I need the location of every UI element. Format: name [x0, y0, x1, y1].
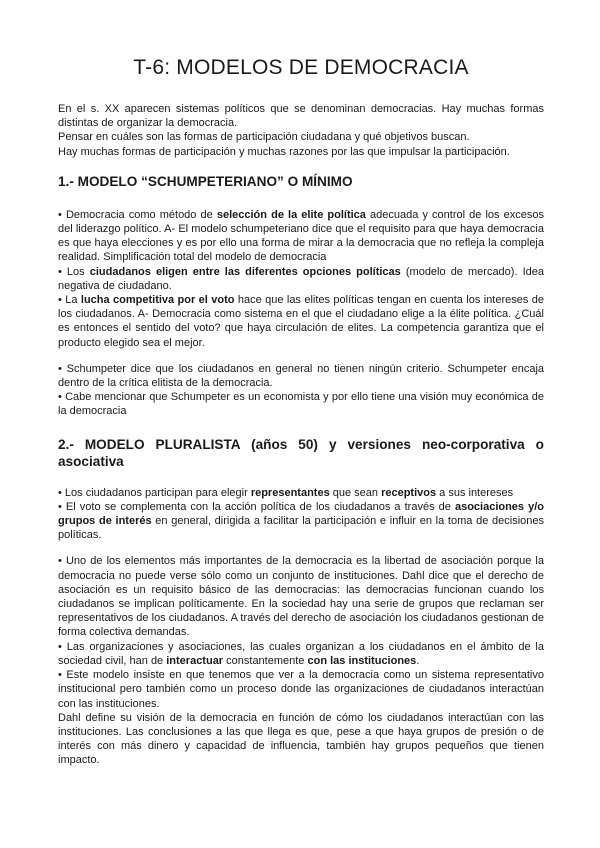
section-2-paragraph-6: Dahl define su visión de la democracia en función de cómo los ciudadanos interactúan con las instituciones. Las conclusiones a las que llega es que, pese a que haya grupos de presión o de interés con más dinero y capacidad de influencia, también hay grupos pequeños que tienen impacto. [58, 711, 544, 767]
section-1-bullet-4: • Schumpeter dice que los ciudadanos en general no tienen ningún criterio. Schumpeter encaja dentro de la crítica elitista de la democracia. [58, 362, 544, 390]
section-2-bullet-5: • Este modelo insiste en que tenemos que ver a la democracia como un sistema representativo institucional pero también como un proceso donde las organizaciones de ciudadanos interactúan con las instituciones. [58, 669, 544, 710]
section-1-heading: 1.- MODELO “SCHUMPETERIANO” O MÍNIMO [58, 173, 353, 189]
intro-paragraph-3: Hay muchas formas de participación y muchas razones por las que impulsar la participación. [58, 145, 510, 158]
section-2-bullet-2: • El voto se complementa con la acción política de los ciudadanos a través de asociaciones y/o grupos de interés en general, dirigida a facilitar la participación e influir en la toma de decisiones políticas. [58, 500, 545, 542]
intro-paragraph-2: Pensar en cuáles son las formas de participación ciudadana y qué objetivos buscan. [58, 131, 470, 144]
section-2-bullet-3: • Uno de los elementos más importantes de la democracia es la libertad de asociación porque la democracia no puede verse sólo como un conjunto de instituciones. Dahl dice que el derecho de asociación es un requisito básico de las democracias: las democracias funcionan cuando los ciudadanos se implican políticamente. En la sociedad hay una serie de grupos que reclaman ser representativos de los ciudadanos. A través del derecho de asociación los ciudadanos gestionan de forma colectiva demandas. [58, 555, 544, 639]
intro [58, 102, 544, 159]
intro-paragraph-1: En el s. XX aparecen sistemas políticos que se denominan democracias. Hay muchas formas distintas de organizar la democracia. [58, 103, 544, 130]
section-2-bullet-4: • Las organizaciones y asociaciones, las cuales organizan a los ciudadanos en el ámbito de la sociedad civil, han de interactuar constantemente con las instituciones. [58, 640, 544, 667]
page-title: T-6: MODELOS DE DEMOCRACIA [133, 56, 469, 79]
section-2-bullet-1: • Los ciudadanos participan para elegir representantes que sean receptivos a sus intereses [58, 486, 514, 499]
section-1-bullet-3: • La lucha competitiva por el voto hace que las elites políticas tengan en cuenta los intereses de los ciudadanos. A- Democracia como sistema en el que el ciudadano elige a la élite política. ¿Cuál es entonces el sentido del voto? que haya circulación de elites. La competencia garantiza que el producto elegido sea el mejor. [58, 294, 544, 349]
section-1-bullet-2: • Los ciudadanos eligen entre las diferentes opciones políticas (modelo de mercado). Idea negativa de ciudadano. [58, 265, 545, 292]
section-1-bullet-5: • Cabe mencionar que Schumpeter es un economista y por ello tiene una visión muy económica de la democracia [58, 391, 544, 418]
section-2-heading: 2.- MODELO PLURALISTA (años 50) y versiones neo-corporativa o asociativa [58, 436, 544, 469]
section-1-bullet-1: • Democracia como método de selección de la elite política adecuada y control de los excesos del liderazgo político. A- El modelo schumpeteriano dice que el requisito para que haya democracia es que haya elecciones y es por ello una forma de mirar a la democracia que no refleja la compleja realidad. Simplificación total del modelo de democracia [58, 208, 545, 264]
